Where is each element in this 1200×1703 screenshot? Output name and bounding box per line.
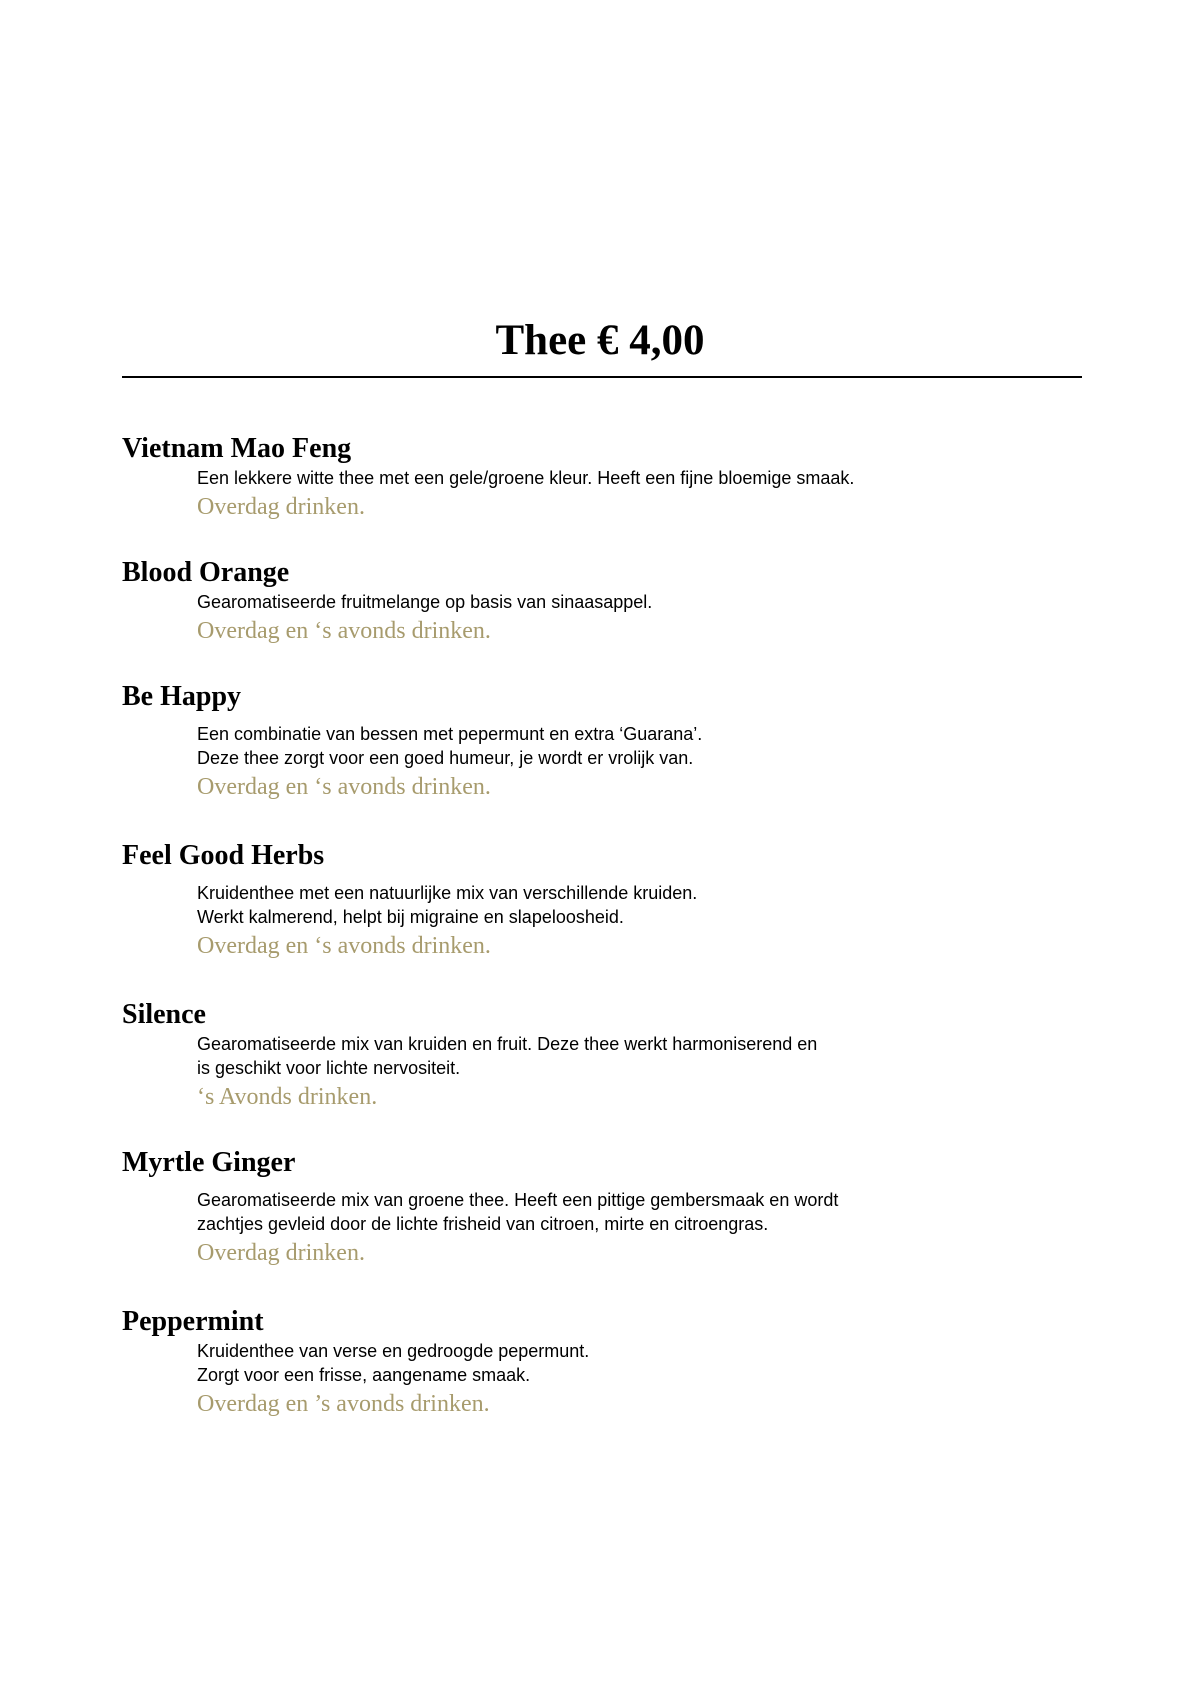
tea-description — [197, 1032, 1082, 1080]
description-line: Kruidenthee van verse en gedroogde pepermunt. — [197, 1341, 590, 1361]
drinking-time: Overdag en ‘s avonds drinken. — [197, 618, 491, 644]
description-line: Gearomatiseerde mix van groene thee. Heeft een pittige gembersmaak en wordt — [197, 1190, 839, 1210]
tea-item-be-happy — [122, 680, 1082, 802]
drinking-time: Overdag drinken. — [197, 1240, 365, 1266]
tea-description — [197, 722, 1082, 770]
tea-description — [197, 881, 1082, 929]
description-line: is geschikt voor lichte nervositeit. — [197, 1058, 461, 1078]
drinking-time: Overdag drinken. — [197, 494, 365, 520]
description-line: Zorgt voor een frisse, aangename smaak. — [197, 1365, 531, 1385]
tea-name: Peppermint — [122, 1306, 264, 1337]
tea-item-peppermint — [122, 1305, 1082, 1419]
description-line: Kruidenthee met een natuurlijke mix van verschillende kruiden. — [197, 883, 698, 903]
tea-name: Vietnam Mao Feng — [122, 433, 352, 464]
tea-item-feel-good-herbs — [122, 839, 1082, 961]
drinking-time: Overdag en ‘s avonds drinken. — [197, 774, 491, 800]
tea-description — [197, 590, 1082, 614]
drinking-time: ‘s Avonds drinken. — [197, 1084, 378, 1110]
tea-item-myrtle-ginger — [122, 1146, 1082, 1268]
tea-name: Feel Good Herbs — [122, 840, 325, 871]
tea-name: Be Happy — [122, 681, 242, 712]
description-line: Werkt kalmerend, helpt bij migraine en slapeloosheid. — [197, 907, 624, 927]
description-line: Gearomatiseerde mix van kruiden en fruit. Deze thee werkt harmoniserend en — [197, 1034, 818, 1054]
tea-description — [197, 466, 1082, 490]
tea-description — [197, 1339, 1082, 1387]
tea-description — [197, 1188, 1082, 1236]
tea-item-vietnam-mao-feng — [122, 432, 1082, 522]
description-line: Gearomatiseerde fruitmelange op basis van sinaasappel. — [197, 592, 653, 612]
drinking-time: Overdag en ‘s avonds drinken. — [197, 933, 491, 959]
description-line: zachtjes gevleid door de lichte frisheid van citroen, mirte en citroengras. — [197, 1214, 769, 1234]
drinking-time: Overdag en ’s avonds drinken. — [197, 1391, 490, 1417]
page-title: Thee € 4,00 — [495, 317, 705, 364]
description-line: Deze thee zorgt voor een goed humeur, je wordt er vrolijk van. — [197, 748, 694, 768]
description-line: Een combinatie van bessen met pepermunt en extra ‘Guarana’. — [197, 724, 703, 744]
title-divider — [122, 376, 1082, 378]
tea-name: Myrtle Ginger — [122, 1147, 296, 1178]
tea-item-silence — [122, 998, 1082, 1112]
tea-item-blood-orange — [122, 556, 1082, 646]
tea-name: Silence — [122, 999, 206, 1030]
description-line: Een lekkere witte thee met een gele/groene kleur. Heeft een fijne bloemige smaak. — [197, 468, 855, 488]
tea-name: Blood Orange — [122, 557, 290, 588]
